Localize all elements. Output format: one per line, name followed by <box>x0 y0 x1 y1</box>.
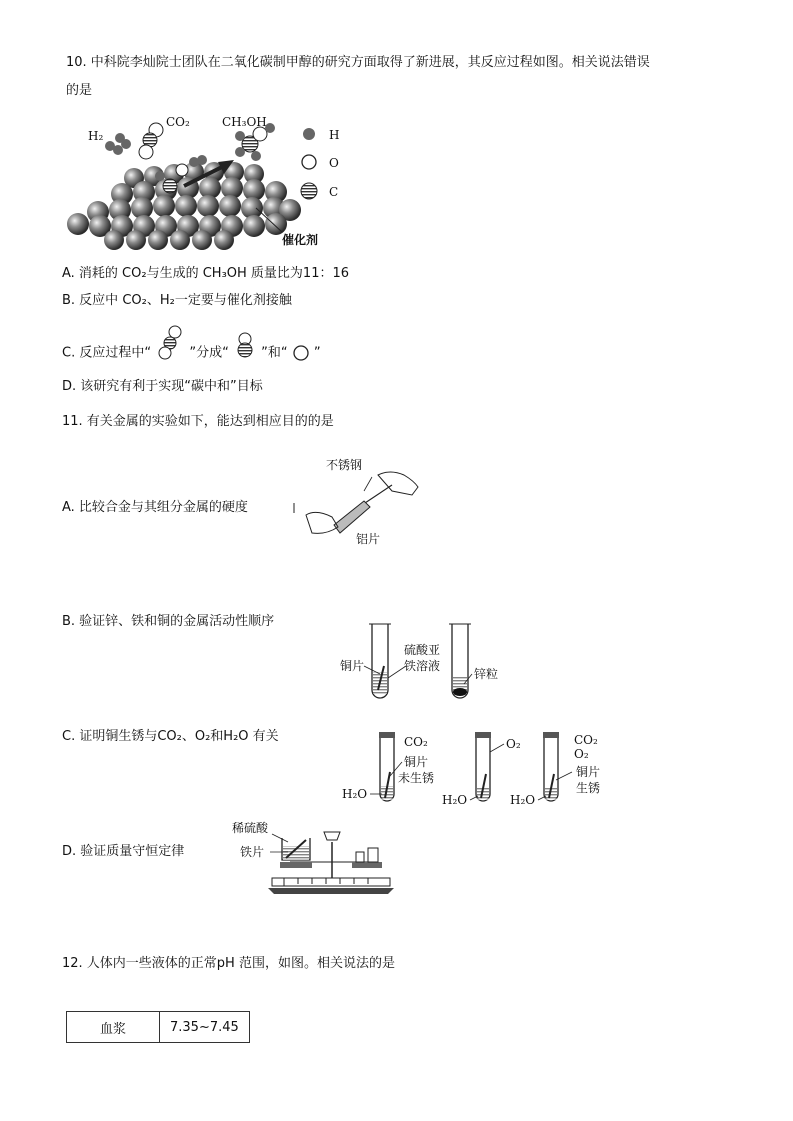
label-ch3oh: CH₃OH <box>222 115 267 129</box>
test-tube-3 <box>543 732 559 801</box>
legend-h: H <box>329 128 340 142</box>
q11-option-d: D. 验证质量守恒定律 <box>62 844 185 859</box>
t3-gas1: CO₂ <box>574 733 598 747</box>
test-tube-1 <box>379 732 395 801</box>
label-catalyst: 催化剂 <box>282 233 319 247</box>
q11-b-figure <box>336 620 506 705</box>
ph-range: 7.35~7.45 <box>160 1012 250 1043</box>
q11-c-figure <box>340 728 610 810</box>
q11-d-figure <box>228 818 398 898</box>
t1-water: H₂O <box>342 787 368 801</box>
q11-option-a: A. 比较合金与其组分金属的硬度 <box>62 500 248 515</box>
legend-c: C <box>329 185 339 199</box>
t3-gas2: O₂ <box>574 747 589 761</box>
label-copper-sheet: 铜片 <box>340 659 365 673</box>
label-zinc: 锌粒 <box>474 667 499 681</box>
q11-option-b: B. 验证锌、铁和铜的金属活动性顺序 <box>62 614 275 629</box>
q10-c-text-3: ”和“ <box>261 345 288 361</box>
label-iron-sheet: 铁片 <box>240 845 265 859</box>
t2-gas: O₂ <box>506 737 521 751</box>
legend <box>301 128 339 199</box>
label-h2: H₂ <box>88 129 104 143</box>
q10-option-b: B. 反应中 CO₂、H₂一定要与催化剂接触 <box>62 293 292 308</box>
q10-option-c <box>62 344 321 363</box>
q10-stem-line1: 10. 中科院李灿院士团队在二氧化碳制甲醇的研究方面取得了新进展，其反应过程如图。相关说法错误 <box>66 55 650 70</box>
t3-state: 生锈 <box>576 781 601 795</box>
ph-fluid-name: 血浆 <box>67 1012 160 1043</box>
label-ferrous-sulfate-2: 铁溶液 <box>404 659 441 673</box>
q11-stem: 11. 有关金属的实验如下，能达到相应目的的是 <box>62 414 334 429</box>
table-row <box>67 1012 250 1043</box>
o-atom-icon <box>292 344 310 362</box>
t1-state: 未生锈 <box>398 771 435 785</box>
q10-c-text-2: ”分成“ <box>189 345 229 361</box>
legend-o: O <box>329 156 339 170</box>
co2-molecule-icon <box>155 324 185 360</box>
q10-stem-line2: 的是 <box>66 83 93 98</box>
q10-c-text-1: C. 反应过程中“ <box>62 345 152 361</box>
q10-option-a: A. 消耗的 CO₂与生成的 CH₃OH 质量比为11：16 <box>62 266 350 281</box>
q11-a-figure <box>292 455 428 550</box>
t1-gas: CO₂ <box>404 735 428 749</box>
q10-catalyst-figure <box>64 110 364 250</box>
t3-water: H₂O <box>510 793 536 807</box>
test-tube-2 <box>475 732 491 801</box>
q12-stem: 12. 人体内一些液体的正常pH 范围，如图。相关说法的是 <box>62 956 395 971</box>
t2-water: H₂O <box>442 793 468 807</box>
co-molecule-icon <box>233 332 257 360</box>
q11-option-c: C. 证明铜生锈与CO₂、O₂和H₂O 有关 <box>62 729 279 744</box>
q10-option-d: D. 该研究有利于实现“碳中和”目标 <box>62 379 263 394</box>
label-co2: CO₂ <box>166 115 190 129</box>
label-aluminum-sheet: 铝片 <box>356 532 381 546</box>
label-dilute-sulfuric-acid: 稀硫酸 <box>232 821 269 835</box>
label-ferrous-sulfate-1: 硫酸亚 <box>404 643 441 657</box>
co2-molecule <box>139 123 163 159</box>
q10-c-text-4: ” <box>313 345 321 361</box>
t1-copper: 铜片 <box>404 755 429 769</box>
beaker-icon <box>270 834 310 860</box>
ph-table <box>66 1011 250 1043</box>
label-stainless-steel: 不锈钢 <box>326 458 363 472</box>
t3-copper: 铜片 <box>576 765 601 779</box>
